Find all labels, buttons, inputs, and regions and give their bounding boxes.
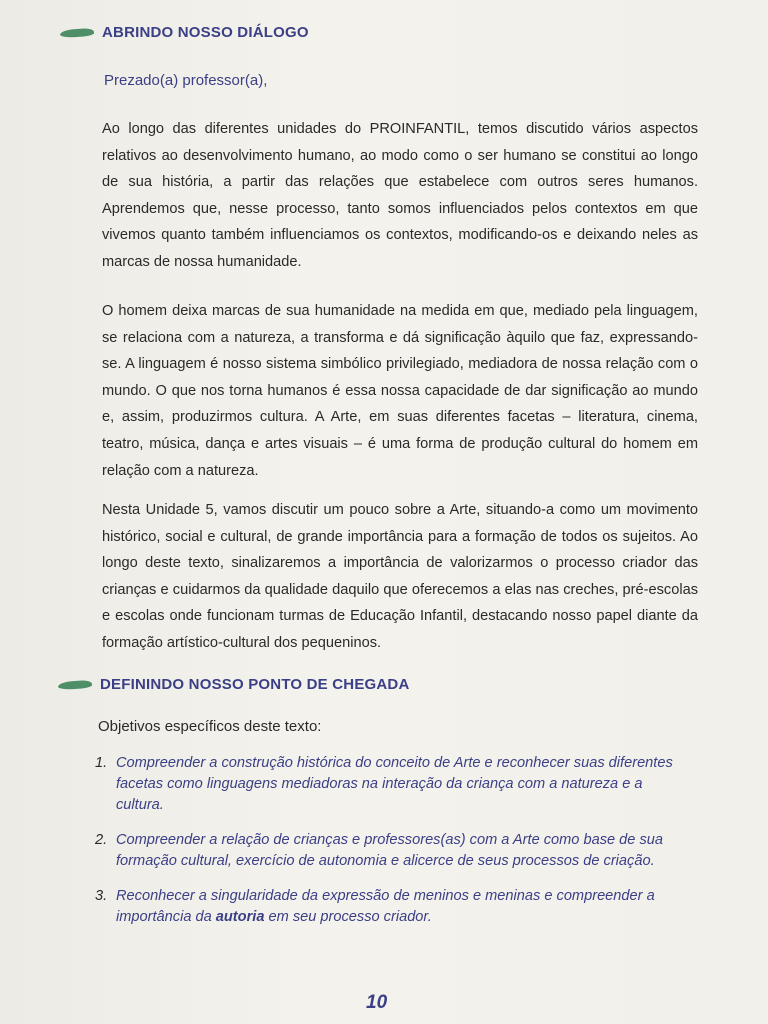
objective-number: 1. [95,755,108,771]
objective-text-part: em seu processo criador. [264,909,432,925]
salutation: Prezado(a) professor(a), [104,72,268,89]
section-title: ABRINDO NOSSO DIÁLOGO [102,24,309,41]
objective-text: Compreender a relação de crianças e professores(as) com a Arte como base de sua formação cultural, exercício de autonomia e alicerce de seus processos de criação. [116,832,663,869]
objective-number: 3. [95,888,108,904]
objectives-intro: Objetivos específicos deste texto: [98,718,322,735]
page-number: 10 [366,992,388,1013]
objective-item [95,886,685,928]
objectives-list [95,753,685,942]
objective-text-part: Reconhecer a singularidade da expressão de meninos e meninas e compreender a importância da [116,888,655,925]
paragraph-1: Ao longo das diferentes unidades do PROINFANTIL, temos discutido vários aspectos relativos ao desenvolvimento humano, ao modo como o ser humano se constitui ao longo de sua história, a partir das relações que estabelece com outros seres humanos. Aprendemos que, nesse processo, tanto somos influenciados pelos contextos em que vivemos quanto também influenciamos os contextos, modificando-os e deixando neles as marcas de nossa humanidade. [102,121,698,270]
objective-text [116,886,685,928]
objective-item [95,753,685,816]
brush-stroke-icon [60,27,94,37]
objective-text: Compreender a construção histórica do conceito de Arte e reconhecer suas diferentes facetas como linguagens mediadoras na interação da criança com a natureza e a cultura. [116,755,673,813]
section-header-goals [58,676,409,693]
paragraph-2: O homem deixa marcas de sua humanidade na medida em que, mediado pela linguagem, se relaciona com a natureza, a transforma e dá significação àquilo que faz, expressando-se. A linguagem é nosso sistema simbólico privilegiado, mediadora de nossa relação com o mundo. O que nos torna humanos é essa nossa capacidade de dar significação ao mundo e, assim, produzirmos cultura. A Arte, em suas diferentes facetas – literatura, cinema, teatro, música, dança e artes visuais – é uma forma de produção cultural do homem em relação com a natureza. [102,303,698,479]
objective-number: 2. [95,832,108,848]
section-title: DEFININDO NOSSO PONTO DE CHEGADA [100,676,410,693]
objective-emphasis: autoria [215,909,265,925]
brush-stroke-icon [58,679,92,689]
paragraph-3: Nesta Unidade 5, vamos discutir um pouco sobre a Arte, situando-a como um movimento histórico, social e cultural, de grande importância para a formação de todos os sujeitos. Ao longo deste texto, sinalizaremos a importância de valorizarmos o processo criador das crianças e cuidarmos da qualidade daquilo que oferecemos a elas nas creches, pré-escolas e escolas onde funcionam turmas de Educação Infantil, destacando nosso papel diante da formação artístico-cultural dos pequeninos. [102,502,698,651]
objective-item [95,830,685,872]
section-header-opening [60,24,309,41]
